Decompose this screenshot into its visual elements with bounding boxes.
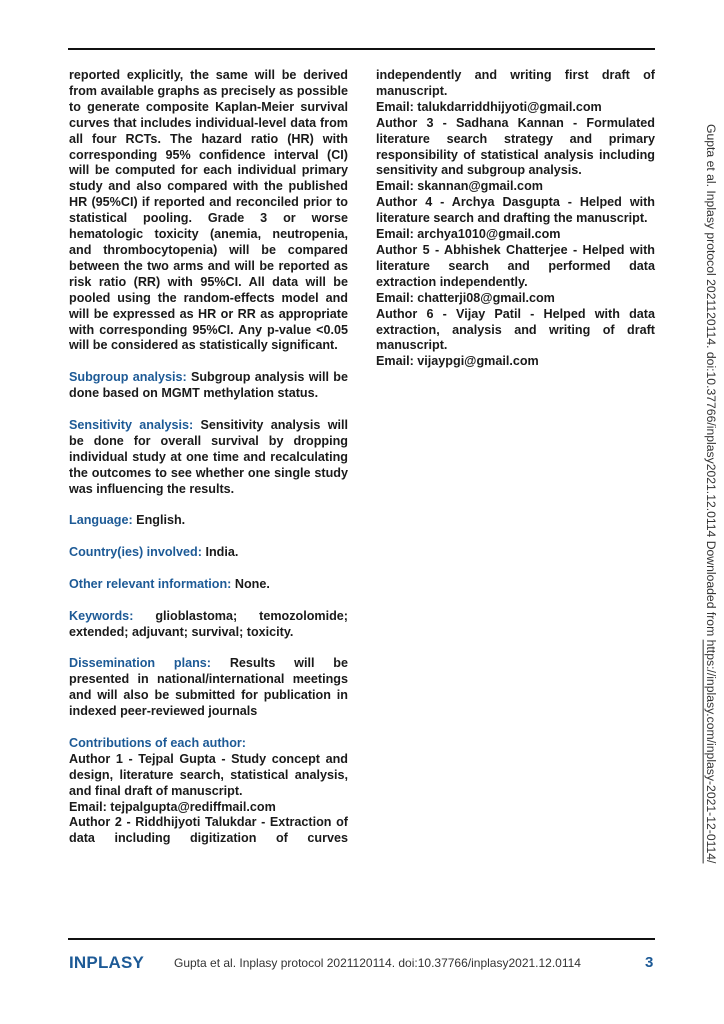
download-watermark: [694, 124, 718, 864]
dissemination-section: [69, 656, 348, 720]
section-label: Language:: [69, 513, 133, 528]
author-2-contribution: Author 2 - Riddhijyoti Talukdar - Extraction of data including digitization of curves: [69, 815, 348, 846]
author-3-email: Email: skannan@gmail.com: [376, 179, 543, 194]
author-6-email: Email: vijaypgi@gmail.com: [376, 354, 539, 369]
author-4-contribution: Author 4 - Archya Dasgupta - Helped with literature search and drafting the manuscript.: [376, 195, 655, 226]
section-label: Keywords:: [69, 608, 134, 623]
author-2-email: Email: talukdarriddhijyoti@gmail.com: [376, 99, 602, 114]
keywords-section: [69, 609, 348, 641]
methods-paragraph: reported explicitly, the same will be derived from available graphs as precisely as possible to generate composite Kaplan-Meier survival curves that includes individual-level data from all four RCTs. The hazard ratio (HR) with corresponding 95% confidence interval (CI) will be computed for each individual primary study and also compared with the published HR (95%CI) if reported and reconciled prior to statistical pooling. Grade 3 or worse hematologic toxicity (anemia, neutropenia, and thrombocytopenia) will be compared between the two arms and will be reported as risk ratio (RR) with 95%CI. All data will be pooled using the random-effects model and will be expressed as HR or RR as appropriate with corresponding 95%CI. Any p-value <0.05 will be considered as statistically significant.: [69, 68, 348, 353]
contributions-heading: Contributions of each author:: [69, 735, 247, 750]
countries-section: [69, 545, 348, 561]
author-1-email: Email: tejpalgupta@rediffmail.com: [69, 799, 276, 814]
journal-logo: INPLASY: [69, 953, 145, 972]
section-text: Subgroup analysis will be done based on MGMT methylation status.: [69, 370, 348, 401]
section-text: Sensitivity analysis will be done for overall survival by dropping individual study at one time and recalculating the outcomes to see whether one single study was influencing the results.: [69, 417, 348, 496]
author-6-contribution: Author 6 - Vijay Patil - Helped with data extraction, analysis and writing of draft manuscript.: [376, 306, 655, 353]
section-text: English.: [132, 513, 186, 528]
author-5-contribution: Author 5 - Abhishek Chatterjee - Helped with literature search and performed data extraction independently.: [376, 242, 655, 289]
footer-rule: [68, 938, 655, 940]
section-text: India.: [201, 545, 239, 560]
section-label: Sensitivity analysis:: [69, 417, 194, 432]
download-link[interactable]: https://inplasy.com/inplasy-2021-12-0114/: [704, 639, 718, 864]
sensitivity-analysis-section: [69, 418, 348, 498]
header-rule: [68, 48, 655, 50]
subgroup-analysis-section: [69, 370, 348, 402]
contributions-section: [69, 736, 348, 847]
section-label: Subgroup analysis:: [69, 370, 187, 385]
author-1-contribution: Author 1 - Tejpal Gupta - Study concept and design, literature search, statistical analysis, and final draft of manuscript.: [69, 751, 348, 798]
left-column: [69, 68, 348, 847]
author-5-email: Email: chatterji08@gmail.com: [376, 290, 555, 305]
author-3-contribution: Author 3 - Sadhana Kannan - Formulated literature search strategy and primary responsibility of statistical analysis including sensitivity and subgroup analysis.: [376, 115, 655, 178]
watermark-text: Gupta et al. Inplasy protocol 2021120114. doi:10.37766/inplasy2021.12.0114 Downloaded from: [704, 124, 718, 640]
section-text: Results will be presented in national/international meetings and will also be submitted for publication in indexed peer-reviewed journals: [69, 656, 348, 719]
language-section: [69, 513, 348, 529]
other-info-section: [69, 577, 348, 593]
right-column: [376, 68, 655, 370]
section-label: Country(ies) involved:: [69, 545, 202, 560]
section-text: glioblastoma; temozolomide; extended; adjuvant; survival; toxicity.: [69, 608, 348, 639]
section-label: Dissemination plans:: [69, 656, 211, 671]
page-number: 3: [645, 954, 654, 971]
author-4-email: Email: archya1010@gmail.com: [376, 227, 561, 242]
author-2-contribution-continued: independently and writing first draft of manuscript.: [376, 68, 655, 98]
section-text: None.: [231, 576, 270, 591]
footer-citation: Gupta et al. Inplasy protocol 2021120114. doi:10.37766/inplasy2021.12.0114: [174, 956, 581, 970]
section-label: Other relevant information:: [69, 576, 232, 591]
